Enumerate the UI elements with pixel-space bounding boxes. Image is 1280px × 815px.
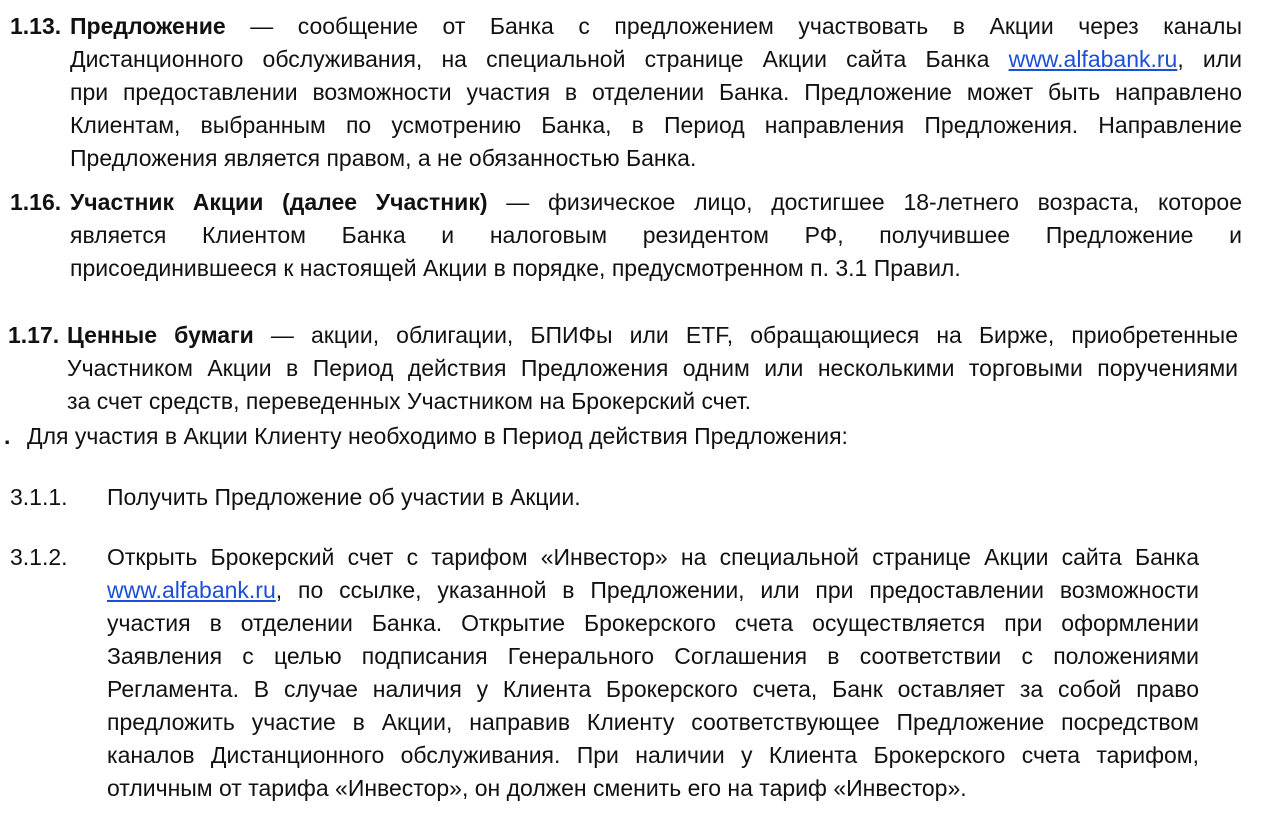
clause-line: Для участия в Акции Клиенту необходимо в Период действия Предложения:	[27, 423, 848, 449]
alfabank-link[interactable]: www.alfabank.ru	[1008, 46, 1178, 72]
clause-text: Дистанционного обслуживания, на специальной странице Акции сайта Банка	[70, 46, 990, 72]
clause-line: участия в отделении Банка. Открытие Брокерского счета осуществляется при оформлении	[107, 610, 1199, 636]
clause-text: — физическое лицо, достигшее 18-летнего возраста, которое	[506, 189, 1242, 215]
clause-number: 3.1.1.	[10, 484, 68, 510]
clause-line: Открыть Брокерский счет с тарифом «Инвестор» на специальной странице Акции сайта Банка	[107, 544, 1199, 570]
clause-text: , по ссылке, указанной в Предложении, или при предоставлении возможности	[275, 577, 1199, 603]
clause-line: отличным от тарифа «Инвестор», он должен сменить его на тариф «Инвестор».	[107, 775, 967, 801]
clause-line: Получить Предложение об участии в Акции.	[107, 484, 581, 510]
clause-line: предложить участие в Акции, направив Клиенту соответствующее Предложение посредством	[107, 709, 1199, 735]
clause-line: Заявления с целью подписания Генерального Соглашения в соответствии с положениями	[107, 643, 1199, 669]
clause-line: за счет средств, переведенных Участником на Брокерский счет.	[67, 388, 752, 414]
clause-line: Предложения является правом, а не обязанностью Банка.	[70, 145, 697, 171]
clause-number: 3.1.2.	[10, 544, 68, 570]
clause-text: — акции, облигации, БПИФы или ETF, обращающиеся на Бирже, приобретенные	[270, 322, 1239, 348]
alfabank-link[interactable]: www.alfabank.ru	[107, 577, 276, 603]
clause-line	[107, 574, 1199, 607]
clause-line	[70, 43, 1242, 76]
clause-number: 1.13.	[10, 13, 62, 39]
clause-line: Участником Акции в Период действия Предложения одним или несколькими торговыми поручениями	[67, 355, 1238, 381]
clause-line	[70, 186, 1242, 219]
clause-line: Клиентам, выбранным по усмотрению Банка, в Период направления Предложения. Направление	[70, 112, 1242, 138]
clause-line	[67, 319, 1238, 352]
clause-text: , или	[1177, 46, 1243, 72]
clause-text: — сообщение от Банка с предложением участвовать в Акции через каналы	[250, 13, 1243, 39]
clause-line: присоединившееся к настоящей Акции в порядке, предусмотренном п. 3.1 Правил.	[70, 255, 961, 281]
list-marker: .	[4, 423, 11, 449]
clause-number: 1.17.	[8, 322, 60, 348]
clause-line	[70, 10, 1242, 43]
clause-line: является Клиентом Банка и налоговым резидентом РФ, получившее Предложение и	[70, 222, 1242, 248]
term-title: Участник Акции (далее Участник)	[70, 189, 488, 215]
clause-line: Регламента. В случае наличия у Клиента Брокерского счета, Банк оставляет за собой право	[107, 676, 1199, 702]
term-title: Предложение	[70, 13, 226, 39]
clause-number: 1.16.	[10, 189, 62, 215]
clause-line: каналов Дистанционного обслуживания. При наличии у Клиента Брокерского счета тарифом,	[107, 742, 1199, 768]
term-title: Ценные бумаги	[67, 322, 254, 348]
clause-line: при предоставлении возможности участия в отделении Банка. Предложение может быть направлено	[70, 79, 1242, 105]
